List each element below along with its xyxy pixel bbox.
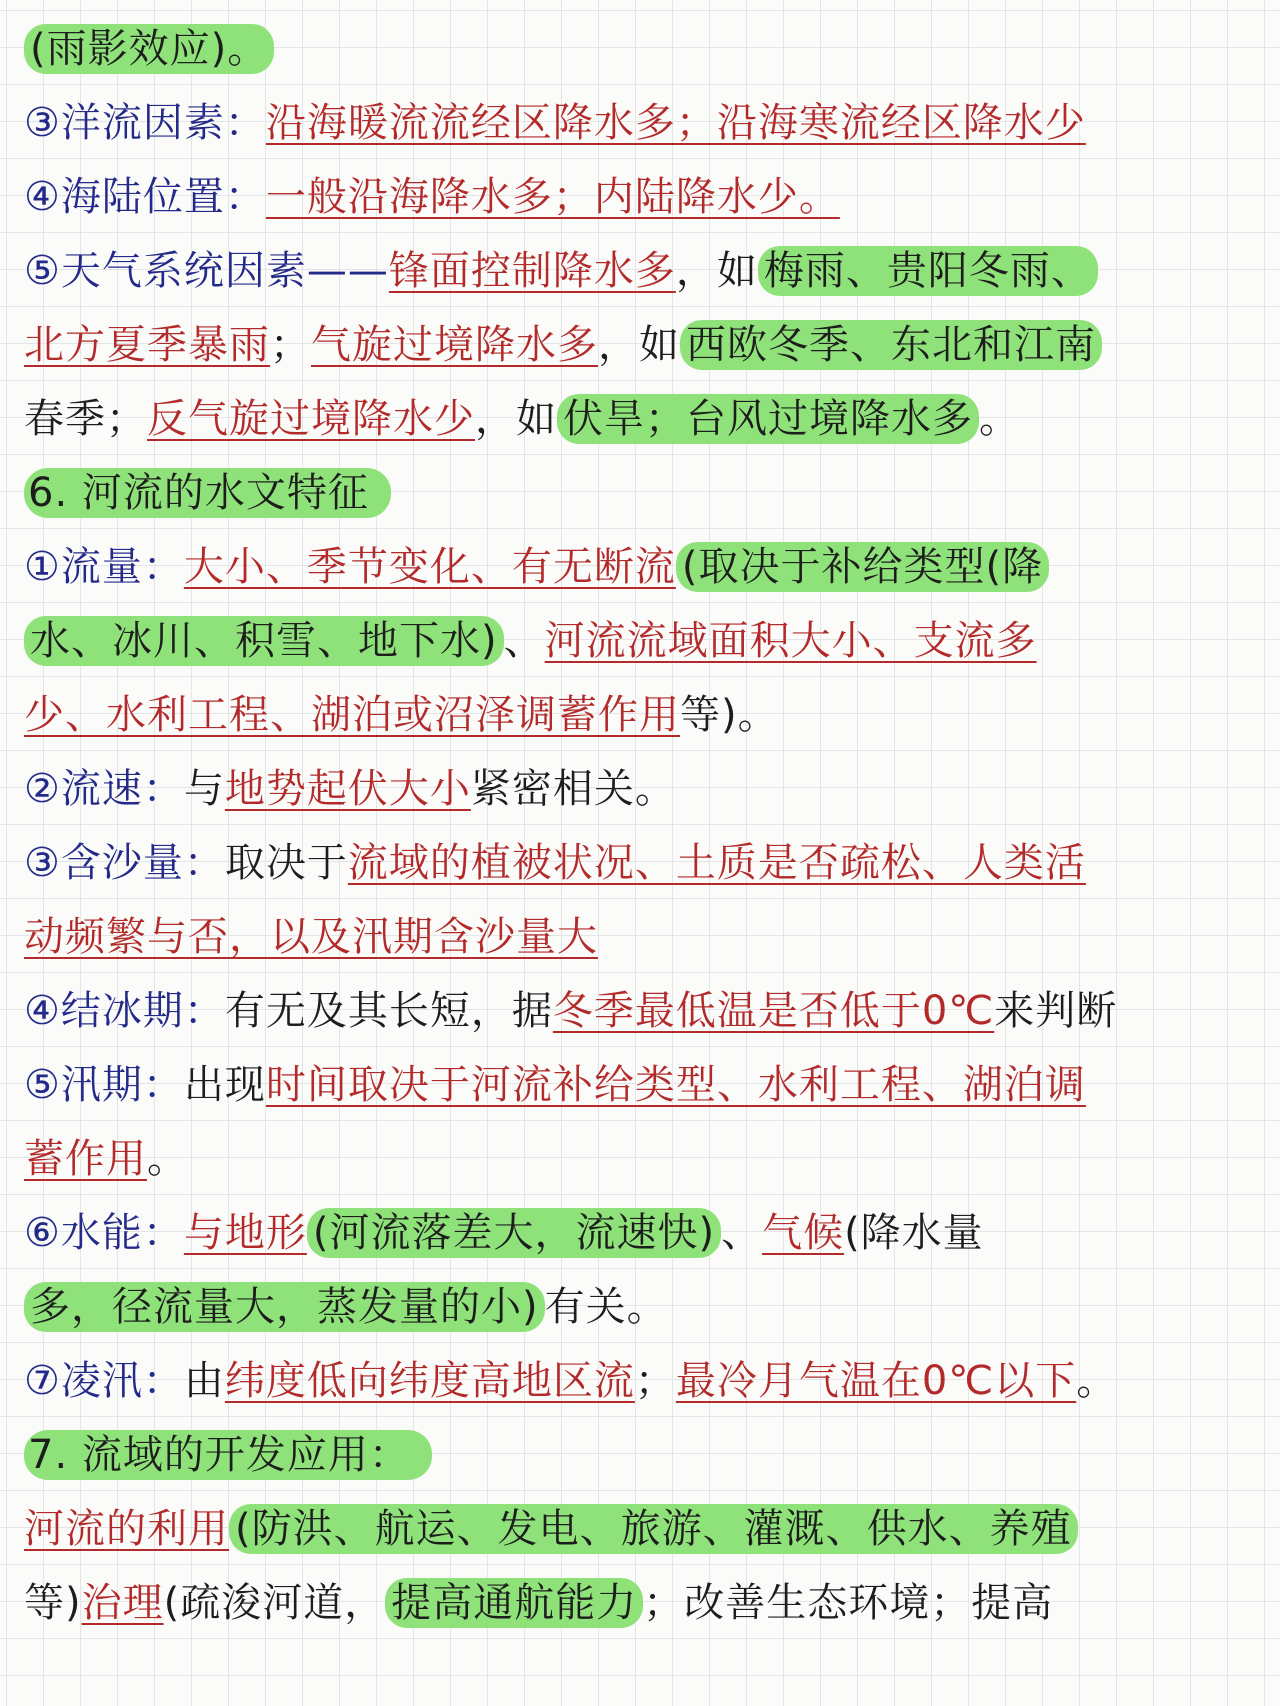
note-text: 、 <box>721 1210 763 1256</box>
note-text: 取决于 <box>224 840 348 886</box>
key-point: 时间取决于河流补给类型、水利工程、湖泊调 <box>265 1062 1086 1108</box>
note-text: 、 <box>503 618 545 664</box>
note-line <box>24 456 1252 530</box>
item-label: ⑦凌汛： <box>24 1358 184 1404</box>
note-line <box>24 234 1252 308</box>
item-label: ②流速： <box>24 766 184 812</box>
item-label: ①流量： <box>24 544 184 590</box>
key-point: 治理 <box>81 1580 164 1626</box>
note-text: 紧密相关。 <box>470 766 676 812</box>
key-point: 气旋过境降水多 <box>311 322 598 368</box>
key-point: 纬度低向纬度高地区流 <box>224 1358 635 1404</box>
highlighted-text: 水、冰川、积雪、地下水) <box>24 616 504 666</box>
note-text: (降水量 <box>844 1210 984 1256</box>
note-text: (疏浚河道， <box>163 1580 386 1626</box>
key-point: 与地形 <box>183 1210 307 1256</box>
note-text: 。 <box>1076 1358 1118 1404</box>
highlighted-text: (取决于补给类型(降 <box>676 542 1049 592</box>
note-text: 由 <box>183 1358 225 1404</box>
note-line <box>24 1492 1252 1566</box>
section-heading: 6. 河流的水文特征 <box>24 468 391 518</box>
note-line <box>24 1566 1252 1640</box>
item-label: ④结冰期： <box>24 988 225 1034</box>
note-text: ，如 <box>675 248 758 294</box>
key-point: 气候 <box>762 1210 845 1256</box>
note-line <box>24 900 1252 974</box>
highlighted-text: 西欧冬季、东北和江南 <box>680 320 1102 370</box>
note-text: 有无及其长短，据 <box>224 988 553 1034</box>
note-text: 等) <box>24 1580 82 1626</box>
note-text: ； <box>634 1358 676 1404</box>
key-point: 最冷月气温在0℃以下 <box>675 1358 1077 1404</box>
note-text: ； <box>270 322 311 368</box>
item-label: ③含沙量： <box>24 840 225 886</box>
key-point: 锋面控制降水多 <box>388 248 676 294</box>
note-line <box>24 160 1252 234</box>
highlighted-text: 提高通航能力 <box>385 1578 643 1628</box>
note-text: ，如 <box>475 396 557 442</box>
highlighted-text: (河流落差大，流速快) <box>307 1208 721 1258</box>
item-label: ④海陆位置： <box>24 174 266 220</box>
key-point: 地势起伏大小 <box>224 766 471 812</box>
key-point: 冬季最低温是否低于0℃ <box>552 988 995 1034</box>
key-point: 流域的植被状况、土质是否疏松、人类活 <box>347 840 1086 886</box>
item-label: ⑤汛期： <box>24 1062 184 1108</box>
highlighted-text: (防洪、航运、发电、旅游、灌溉、供水、养殖 <box>229 1504 1078 1554</box>
note-text: 春季； <box>24 396 147 442</box>
key-point: 蓄作用 <box>24 1136 147 1182</box>
note-line <box>24 1270 1252 1344</box>
highlighted-text: 多，径流量大，蒸发量的小) <box>24 1282 545 1332</box>
note-line <box>24 826 1252 900</box>
note-text: 。 <box>147 1136 188 1182</box>
note-line <box>24 382 1252 456</box>
note-line <box>24 530 1252 604</box>
note-line <box>24 1418 1252 1492</box>
key-point: 动频繁与否，以及汛期含沙量大 <box>24 914 598 960</box>
section-heading: 7. 流域的开发应用： <box>24 1430 432 1480</box>
key-point: 河流流域面积大小、支流多 <box>544 618 1037 664</box>
highlighted-text: (雨影效应)。 <box>24 24 274 74</box>
key-point: 大小、季节变化、有无断流 <box>183 544 676 590</box>
note-line <box>24 1122 1252 1196</box>
key-point: 北方夏季暴雨 <box>24 322 270 368</box>
key-point: 一般沿海降水多；内陆降水少。 <box>265 174 840 220</box>
note-line <box>24 1344 1252 1418</box>
note-text: 等)。 <box>680 692 779 738</box>
note-line <box>24 12 1252 86</box>
key-point: 河流的利用 <box>24 1506 229 1552</box>
item-label: ⑥水能： <box>24 1210 184 1256</box>
note-line <box>24 308 1252 382</box>
note-text: 有关。 <box>544 1284 668 1330</box>
note-line <box>24 1048 1252 1122</box>
note-line <box>24 86 1252 160</box>
note-text: 与 <box>183 766 225 812</box>
highlighted-text: 伏旱；台风过境降水多 <box>557 394 979 444</box>
note-text: 出现 <box>183 1062 266 1108</box>
key-point: 反气旋过境降水少 <box>147 396 475 442</box>
note-text: ；改善生态环境；提高 <box>643 1580 1054 1626</box>
note-line <box>24 974 1252 1048</box>
item-label: ③洋流因素： <box>24 100 266 146</box>
key-point: 少、水利工程、湖泊或沼泽调蓄作用 <box>24 692 680 738</box>
note-line <box>24 1196 1252 1270</box>
highlighted-text: 梅雨、贵阳冬雨、 <box>758 246 1098 296</box>
item-label: ⑤天气系统因素—— <box>24 248 389 294</box>
note-text: 。 <box>979 396 1020 442</box>
note-text: 来判断 <box>994 988 1118 1034</box>
note-text: ，如 <box>598 322 680 368</box>
note-line <box>24 604 1252 678</box>
note-line <box>24 678 1252 752</box>
note-line <box>24 752 1252 826</box>
key-point: 沿海暖流流经区降水多；沿海寒流经区降水少 <box>265 100 1086 146</box>
